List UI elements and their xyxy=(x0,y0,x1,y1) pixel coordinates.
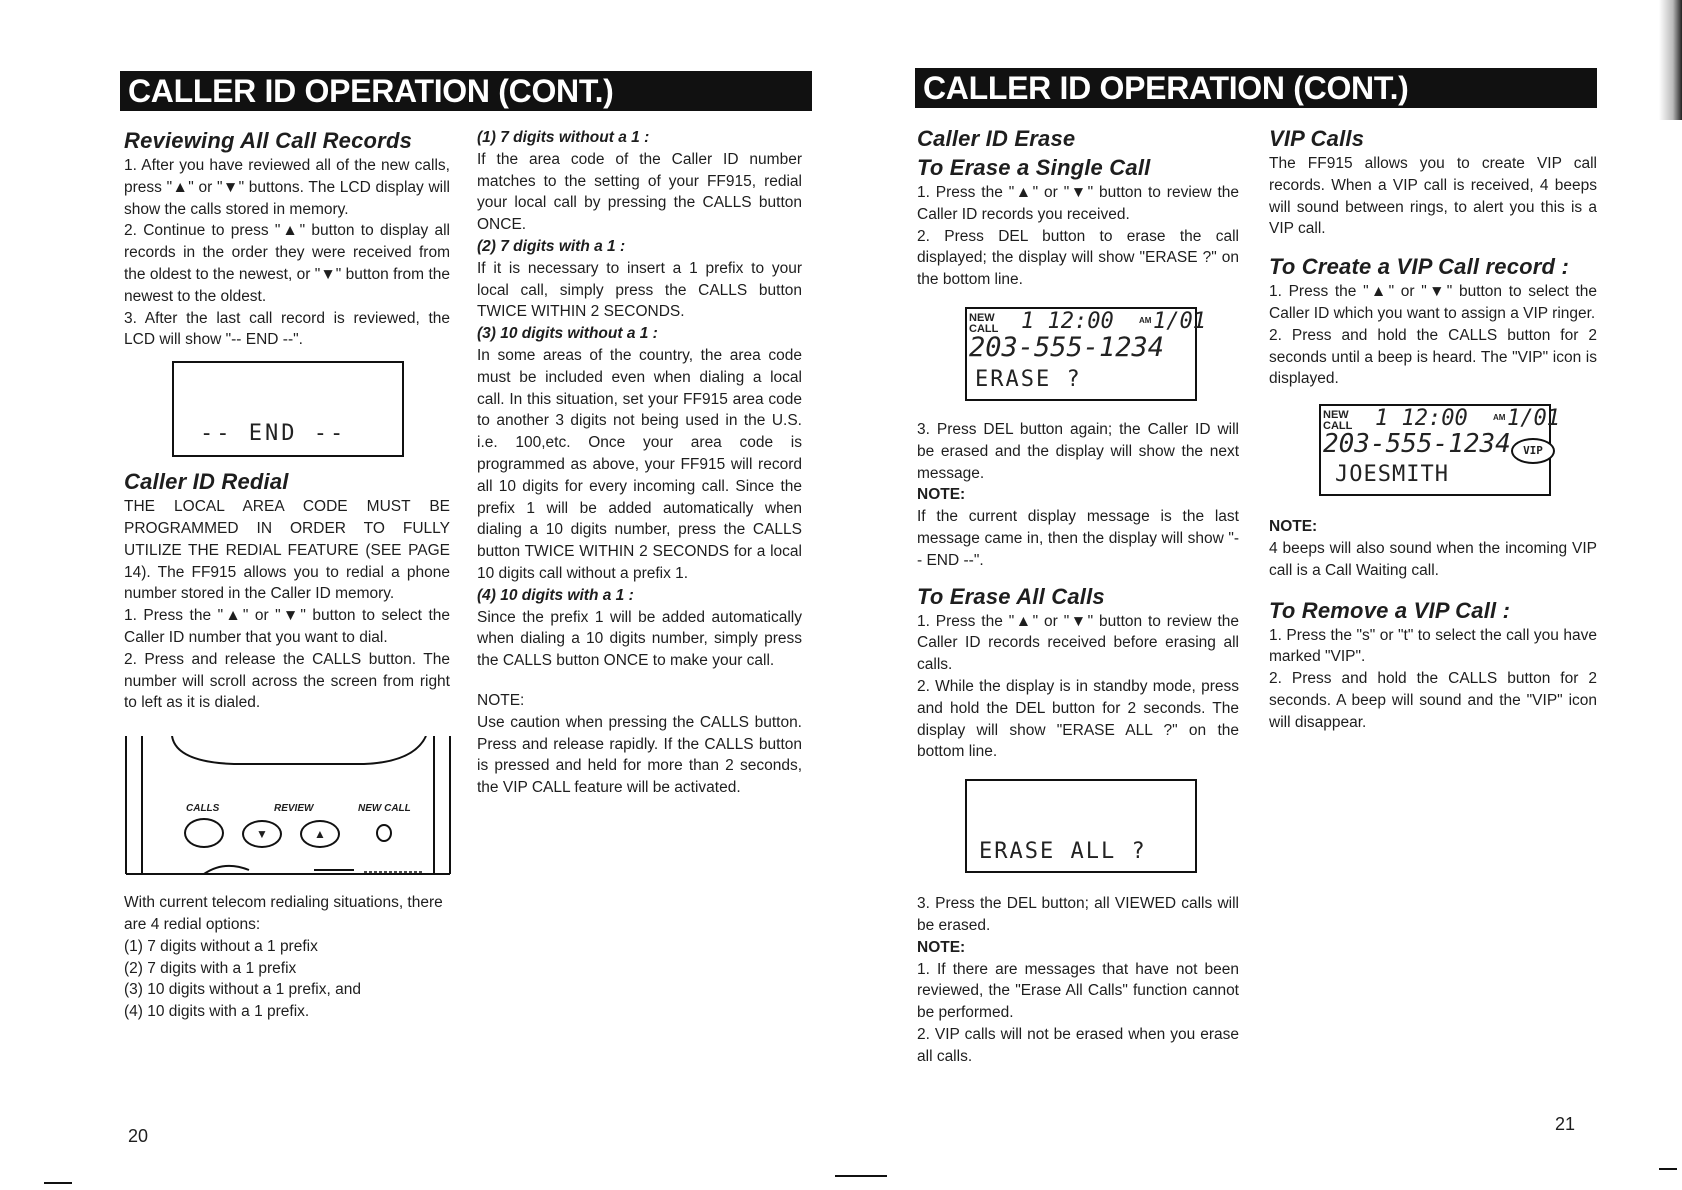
redial-option-2: (2) 7 digits with a 1 prefix xyxy=(124,959,297,977)
vip-create-step-1: 1. Press the "▲" or "▼" button to select the Caller ID which you want to assign a VIP ringer. xyxy=(1269,283,1597,322)
erase-single-step-3: 3. Press DEL button again; the Caller ID will be erased and the display will show the next message. xyxy=(917,420,1239,482)
digits-option-2-body: If it is necessary to insert a 1 prefix to your local call, simply press the CALLS button TWICE WITHIN 2 SECONDS. xyxy=(477,259,802,321)
vip-remove-step-2: 2. Press and hold the CALLS button for 2 seconds. A beep will sound and the "VIP" icon will disappear. xyxy=(1269,670,1597,731)
left-note-label: NOTE: xyxy=(477,691,525,709)
review-down-button[interactable] xyxy=(242,820,282,848)
left-column-2 xyxy=(477,127,802,799)
digits-option-4-title: (4) 10 digits with a 1 : xyxy=(477,586,634,604)
erase-all-step-1: 1. Press the "▲" or "▼" button to review the Caller ID records received before erasing all calls. xyxy=(917,612,1239,674)
redial-option-4: (4) 10 digits with a 1 prefix. xyxy=(124,1003,310,1021)
lcd3-bottom-line: JOESMITH xyxy=(1335,462,1449,488)
crop-mark-left xyxy=(44,1182,72,1184)
lcd1-new-call-badge: NEW CALL xyxy=(969,311,999,335)
vip-icon-label: VIP xyxy=(1523,444,1543,458)
erase-all-note-1: 1. If there are messages that have not been reviewed, the "Erase All Calls" function cannot be performed. xyxy=(917,960,1239,1022)
lcd3-count: 1/01 xyxy=(1507,406,1560,432)
redial-heading: Caller ID Redial xyxy=(124,469,289,495)
digits-option-4-body: Since the prefix 1 will be added automatically when dialing a 10 digits number, simply press the CALLS button ONCE to make your call. xyxy=(477,608,802,670)
right-page xyxy=(841,0,1682,1190)
erase-all-step-2: 2. While the display is in standby mode, press and hold the DEL button for 2 seconds. The display will show "ERASE ALL ?" on the bottom line. xyxy=(917,677,1239,761)
erase-all-heading: To Erase All Calls xyxy=(917,583,1105,609)
calls-label: CALLS xyxy=(186,803,220,815)
lcd3-top-line: 1 12:00 xyxy=(1375,406,1468,432)
vip-note-label: NOTE: xyxy=(1269,518,1318,536)
right-column-2 xyxy=(1269,124,1597,734)
vip-intro: The FF915 allows you to create VIP call records. When a VIP call is received, 4 beeps will sound between rings, to alert you this is a VIP call. xyxy=(1269,155,1597,238)
reviewing-step-2: 2. Continue to press "▲" button to display all records in the order they were received from the oldest to the newest, or "▼" button from the newest to the oldest. xyxy=(124,222,450,305)
erase-heading: Caller ID Erase xyxy=(917,126,1076,151)
lcd-erase-all-display xyxy=(965,779,1197,873)
digits-option-1-body: If the area code of the Caller ID number matches to the setting of your FF915, redial your local call by pressing the CALLS button ONCE. xyxy=(477,150,802,234)
right-banner: CALLER ID OPERATION (CONT.) xyxy=(915,68,1597,108)
digits-option-1-title: (1) 7 digits without a 1 : xyxy=(477,129,650,146)
erase-all-note-label: NOTE: xyxy=(917,938,966,956)
lcd2-text: ERASE ALL ? xyxy=(979,839,1147,865)
erase-note-label: NOTE: xyxy=(917,486,966,504)
up-arrow-icon: ▲ xyxy=(314,827,326,842)
review-label: REVIEW xyxy=(274,803,314,815)
reviewing-heading: Reviewing All Call Records xyxy=(124,128,413,153)
vip-remove-step-1: 1. Press the "s" or "t" to select the call you have marked "VIP". xyxy=(1269,626,1597,666)
lcd1-top-line: 1 12:00 xyxy=(1021,308,1114,334)
erase-all-step-3: 3. Press the DEL button; all VIEWED calls will be erased. xyxy=(917,895,1239,934)
review-up-button[interactable] xyxy=(300,820,340,848)
reviewing-step-1: 1. After you have reviewed all of the new calls, press "▲" or "▼" buttons. The LCD display will show the calls stored in memory. xyxy=(124,157,450,218)
crop-mark-right xyxy=(1659,1168,1677,1170)
digits-option-3-title: (3) 10 digits without a 1 : xyxy=(477,325,658,343)
redial-options-intro: With current telecom redialing situations, there are 4 redial options: xyxy=(124,894,443,933)
page-number-right: 21 xyxy=(1555,1114,1576,1134)
vip-icon xyxy=(1511,438,1555,464)
lcd-end-text: -- END -- xyxy=(200,421,347,447)
redial-option-3: (3) 10 digits without a 1 prefix, and xyxy=(124,981,361,999)
lcd-erase-display xyxy=(965,307,1206,401)
erase-single-heading: To Erase a Single Call xyxy=(917,155,1151,180)
lcd1-count: 1/01 xyxy=(1153,308,1206,334)
reviewing-step-3: 3. After the last call record is reviewed, the LCD will show "-- END --". xyxy=(124,309,450,349)
page-number-left: 20 xyxy=(128,1126,149,1146)
erase-note-body: If the current display message is the last message came in, then the display will show "-- END --". xyxy=(917,508,1239,569)
left-column-1 xyxy=(124,126,450,1023)
erase-all-note-2: 2. VIP calls will not be erased when you erase all calls. xyxy=(917,1025,1239,1065)
lcd-end-display xyxy=(172,361,404,457)
lcd3-number: 203-555-1234 xyxy=(1323,429,1511,460)
redial-option-1: (1) 7 digits without a 1 prefix xyxy=(124,937,318,955)
erase-single-step-1: 1. Press the "▲" or "▼" button to review the Caller ID records you received. xyxy=(917,184,1239,223)
vip-note-body: 4 beeps will also sound when the incoming VIP call is a Call Waiting call. xyxy=(1269,539,1597,579)
lcd3-new-call-badge: NEW CALL xyxy=(1323,409,1353,433)
vip-remove-heading: To Remove a VIP Call : xyxy=(1269,597,1511,623)
vip-create-heading: To Create a VIP Call record : xyxy=(1269,254,1570,280)
vip-create-step-2: 2. Press and hold the CALLS button for 2 seconds until a beep is heard. The "VIP" icon is displayed. xyxy=(1269,326,1597,388)
redial-step-1: 1. Press the "▲" or "▼" button to select the Caller ID number that you want to dial. xyxy=(124,607,450,646)
lcd1-bottom-line: ERASE ? xyxy=(975,366,1082,392)
left-banner: CALLER ID OPERATION (CONT.) xyxy=(120,71,812,111)
digits-option-3-body: In some areas of the country, the area code must be included even when dialing a local call. In this situation, set your FF915 area code to another 3 digits not being used in the U.S. i.e. 100,etc. Once your area code is programmed as above, your FF915 will record all 10 digits for every incoming call. Since the prefix 1 will be added automatically when dialing a 10 digits number, press the CALLS button TWICE WITHIN 2 SECONDS for a local 10 digits call without a prefix 1. xyxy=(477,346,802,582)
scan-shadow-corner xyxy=(1659,0,1682,120)
lcd-vip-display xyxy=(1319,404,1560,496)
vip-heading: VIP Calls xyxy=(1269,126,1365,151)
digits-option-2-title: (2) 7 digits with a 1 : xyxy=(477,237,626,255)
redial-intro: THE LOCAL AREA CODE MUST BE PROGRAMMED IN ORDER TO FULLY UTILIZE THE REDIAL FEATURE (SEE PAGE 14). The FF915 allows you to redial a phone number stored in the Caller ID memory. xyxy=(124,498,450,603)
redial-step-2: 2. Press and release the CALLS button. The number will scroll across the screen from right to left as it is dialed. xyxy=(124,650,450,712)
lcd3-am: AM xyxy=(1493,413,1506,423)
erase-single-step-2: 2. Press DEL button to erase the call displayed; the display will show "ERASE ?" on the bottom line. xyxy=(917,227,1239,289)
lcd1-am: AM xyxy=(1139,315,1152,325)
crop-mark-bottom xyxy=(835,1175,887,1177)
down-arrow-icon: ▼ xyxy=(256,827,268,842)
right-column-1 xyxy=(917,124,1239,1068)
lcd1-number: 203-555-1234 xyxy=(969,331,1165,363)
phone-illustration xyxy=(124,736,454,876)
left-note-body: Use caution when pressing the CALLS button. Press and release rapidly. If the CALLS button is pressed and held for more than 2 seconds, the VIP CALL feature will be activated. xyxy=(477,713,802,797)
calls-button[interactable] xyxy=(184,818,224,848)
new-call-label: NEW CALL xyxy=(358,803,411,815)
